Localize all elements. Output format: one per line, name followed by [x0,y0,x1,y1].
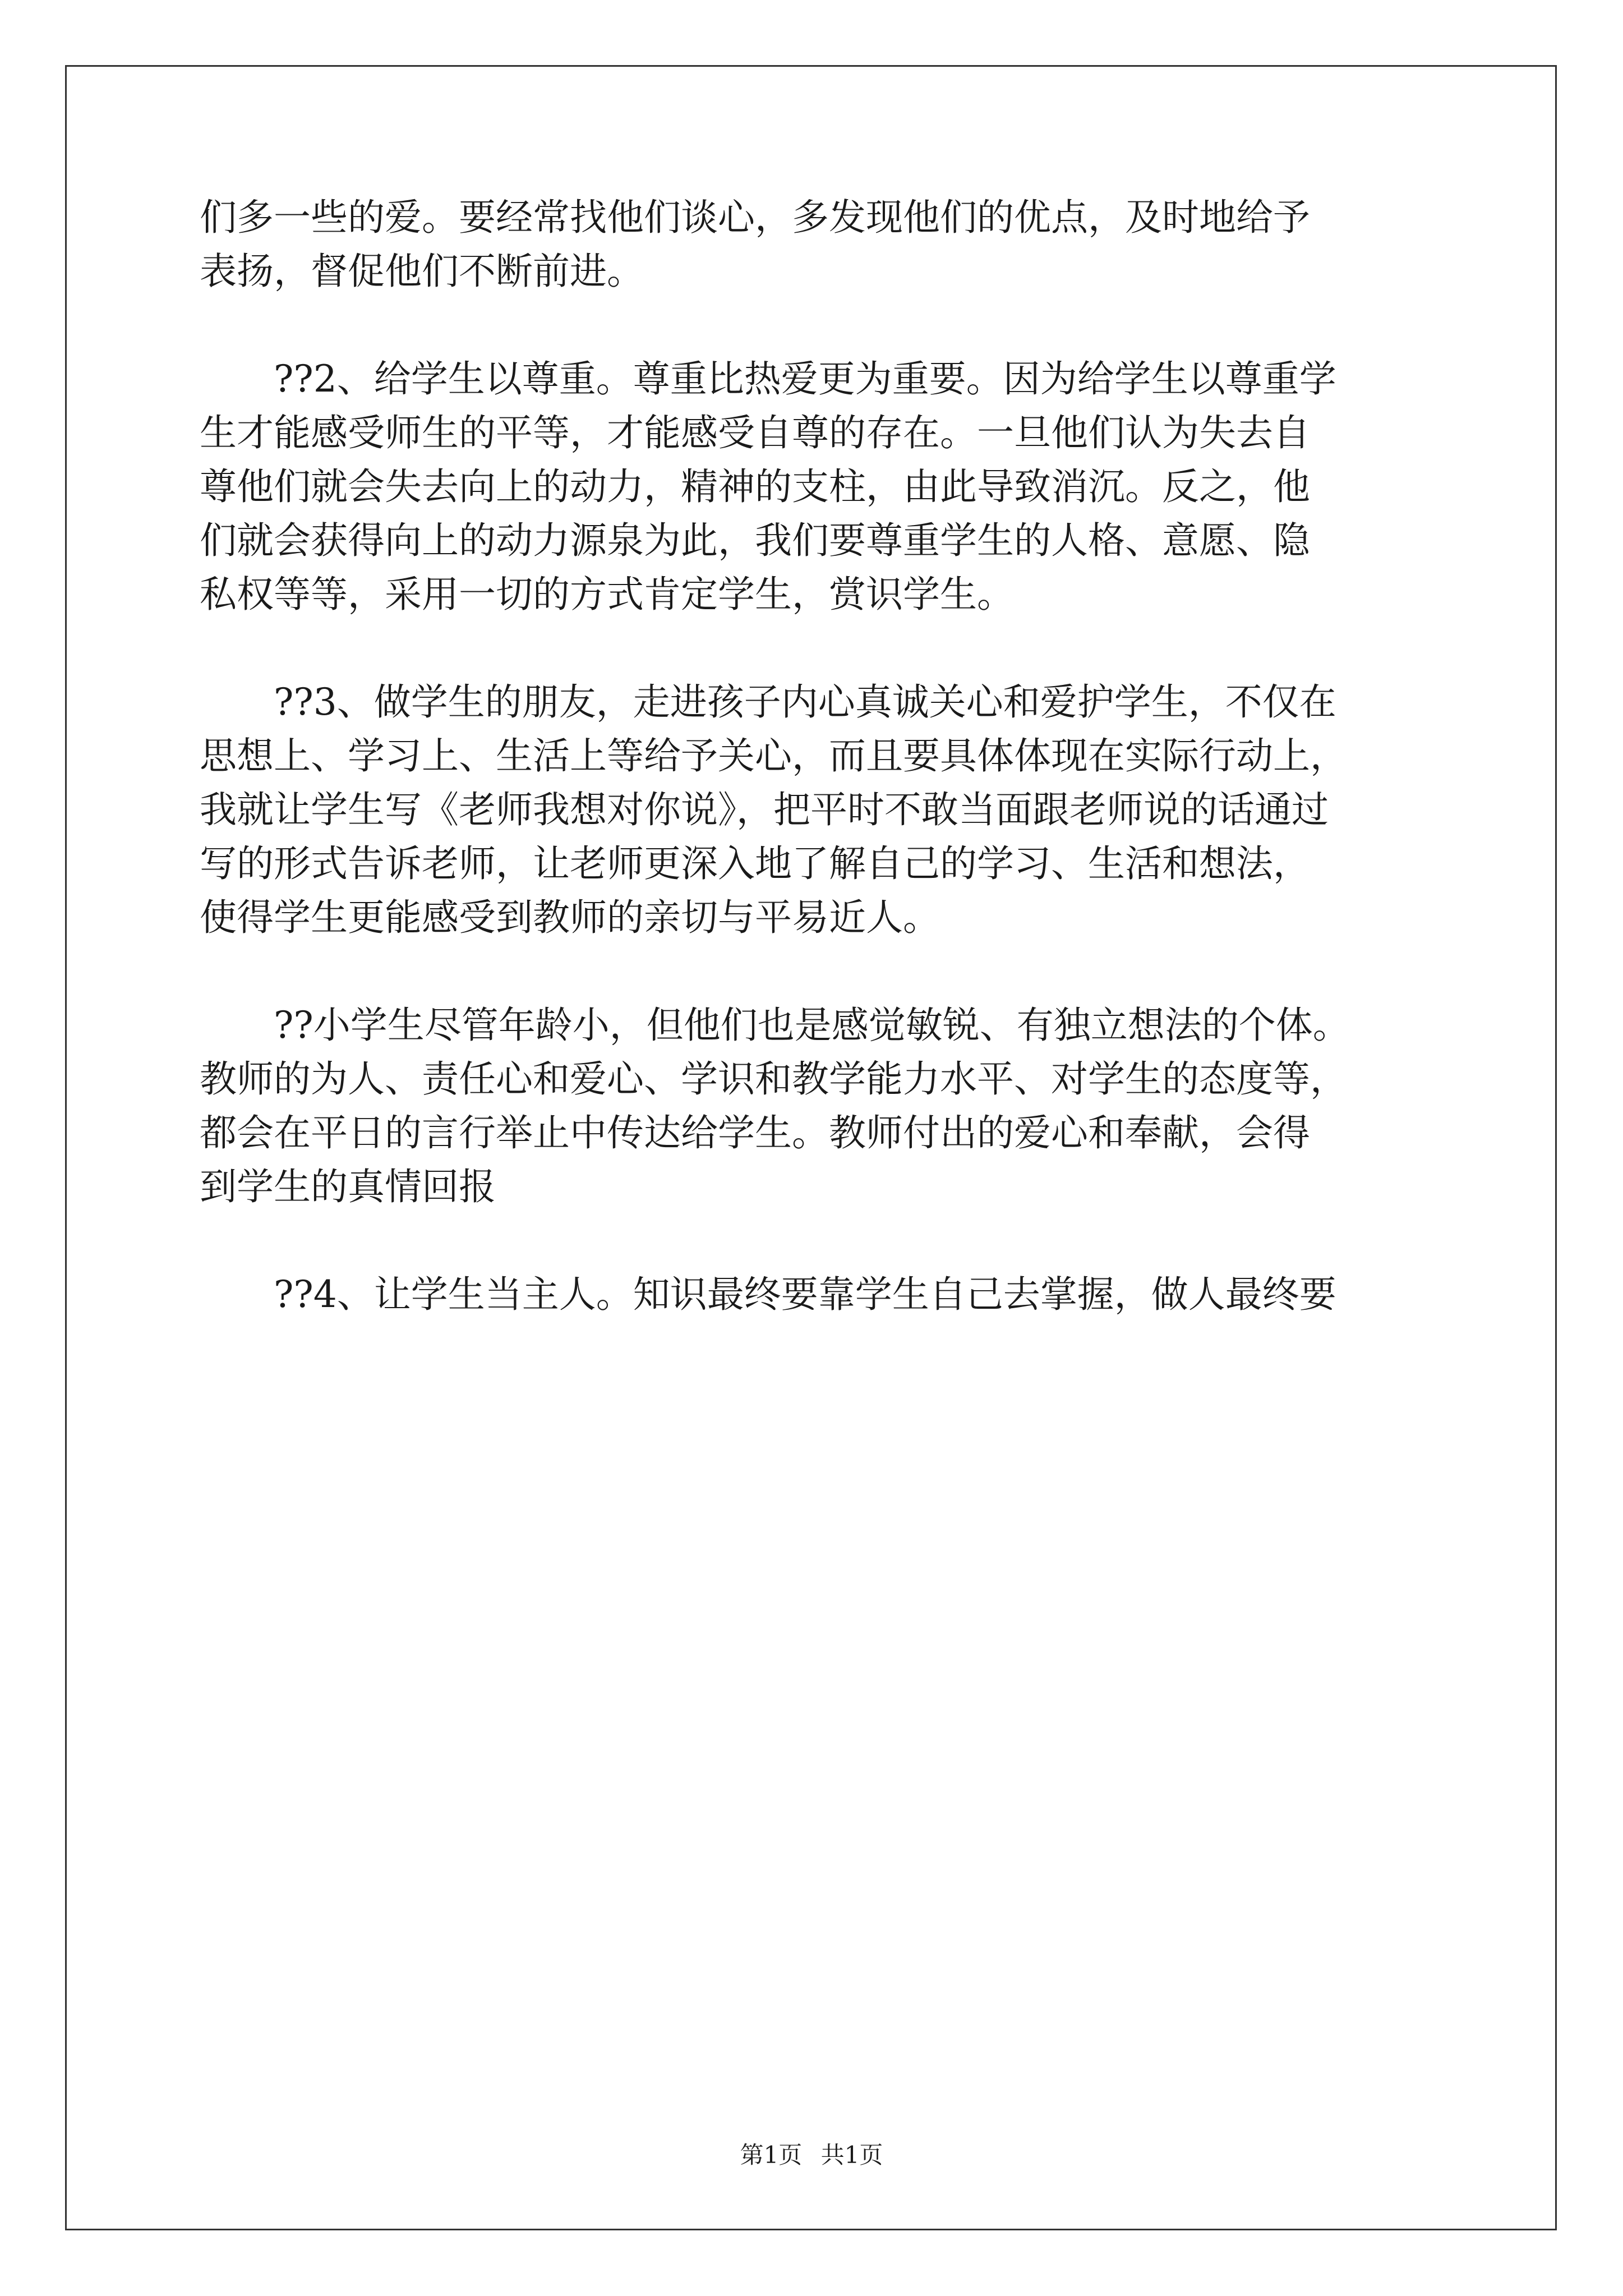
page-number: 第1页 [740,2141,803,2169]
document-body [200,191,1433,1322]
paragraph-gap [200,945,1433,999]
text-line: ??3、做学生的朋友，走进孩子内心真诚关心和爱护学生，不仅在 [274,680,1336,724]
text-line: 生才能感受师生的平等，才能感受自尊的存在。一旦他们认为失去自 [200,411,1310,454]
text-line: ??2、给学生以尊重。尊重比热爱更为重要。因为给学生以尊重学 [274,357,1336,401]
text-line: ??4、让学生当主人。知识最终要靠学生自己去掌握，做人最终要 [274,1273,1336,1316]
text-line: 表扬，督促他们不断前进。 [200,250,644,293]
page-footer [0,2139,1623,2171]
paragraph-gap [200,298,1433,352]
paragraph-gap [200,1214,1433,1268]
text-line: 们就会获得向上的动力源泉为此，我们要尊重学生的人格、意愿、隐 [200,519,1310,562]
text-line: 都会在平日的言行举止中传达给学生。教师付出的爱心和奉献，会得 [200,1111,1310,1154]
text-line: 教师的为人、责任心和爱心、学识和教学能力水平、对学生的态度等， [200,1057,1347,1101]
text-line: ??小学生尽管年龄小，但他们也是感觉敏锐、有独立想法的个体。 [274,1004,1350,1047]
text-line: 写的形式告诉老师，让老师更深入地了解自己的学习、生活和想法， [200,842,1310,885]
page-total: 共1页 [820,2141,883,2169]
text-line: 私权等等，采用一切的方式肯定学生，赏识学生。 [200,573,1014,616]
text-line: 使得学生更能感受到教师的亲切与平易近人。 [200,896,940,939]
text-line: 我就让学生写《老师我想对你说》，把平时不敢当面跟老师说的话通过 [200,788,1329,831]
text-line: 们多一些的爱。要经常找他们谈心，多发现他们的优点，及时地给予 [200,196,1310,239]
paragraph-gap [200,622,1433,675]
text-line: 思想上、学习上、生活上等给予关心，而且要具体体现在实际行动上， [200,734,1347,777]
text-line: 尊他们就会失去向上的动力，精神的支柱，由此导致消沉。反之，他 [200,465,1310,508]
text-line: 到学生的真情回报 [200,1165,496,1208]
